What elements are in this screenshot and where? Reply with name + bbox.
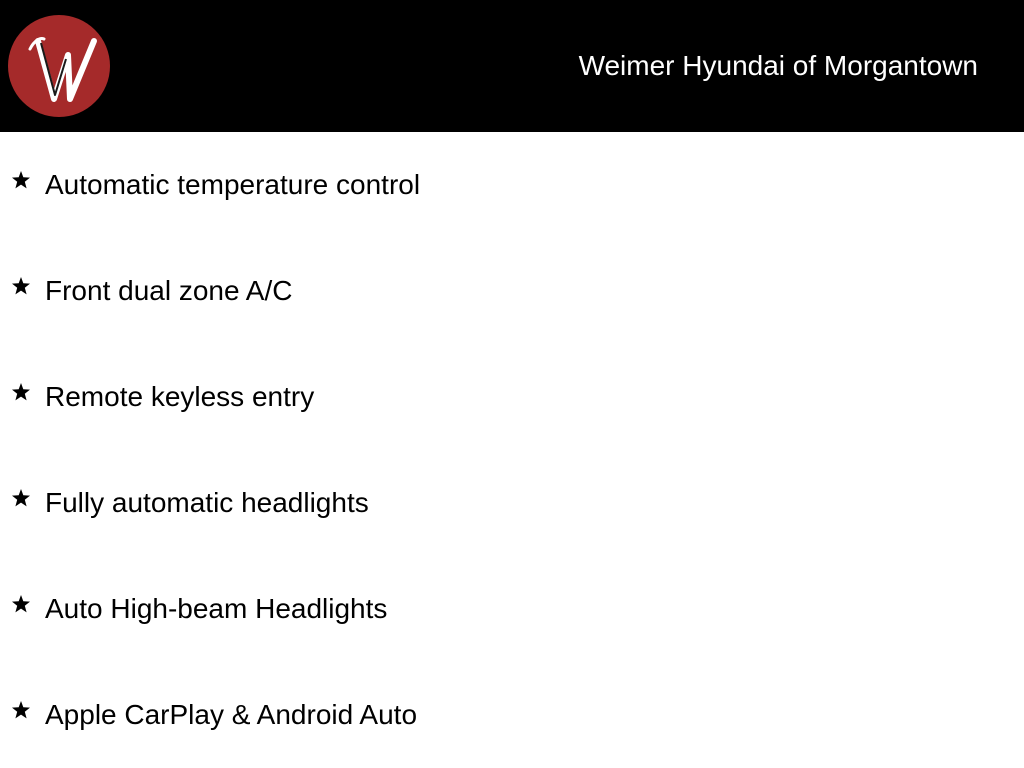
list-item — [0, 132, 1024, 238]
feature-label: Automatic temperature control — [45, 169, 421, 200]
star-icon — [11, 488, 31, 508]
feature-label: Fully automatic headlights — [45, 487, 369, 518]
weimer-logo-icon — [8, 15, 110, 117]
star-icon — [11, 700, 31, 720]
feature-label: Front dual zone A/C — [45, 275, 293, 306]
star-icon — [11, 170, 31, 190]
header-bar — [0, 0, 1024, 132]
feature-label: Remote keyless entry — [45, 381, 315, 412]
star-icon — [11, 594, 31, 614]
list-item — [0, 344, 1024, 450]
feature-list — [0, 132, 1024, 768]
dealer-name: Weimer Hyundai of Morgantown — [578, 50, 978, 81]
star-icon — [11, 276, 31, 296]
list-item — [0, 450, 1024, 556]
list-item — [0, 238, 1024, 344]
list-item — [0, 662, 1024, 768]
list-item — [0, 556, 1024, 662]
star-icon — [11, 382, 31, 402]
feature-label: Auto High-beam Headlights — [45, 593, 388, 624]
feature-label: Apple CarPlay & Android Auto — [45, 699, 418, 730]
